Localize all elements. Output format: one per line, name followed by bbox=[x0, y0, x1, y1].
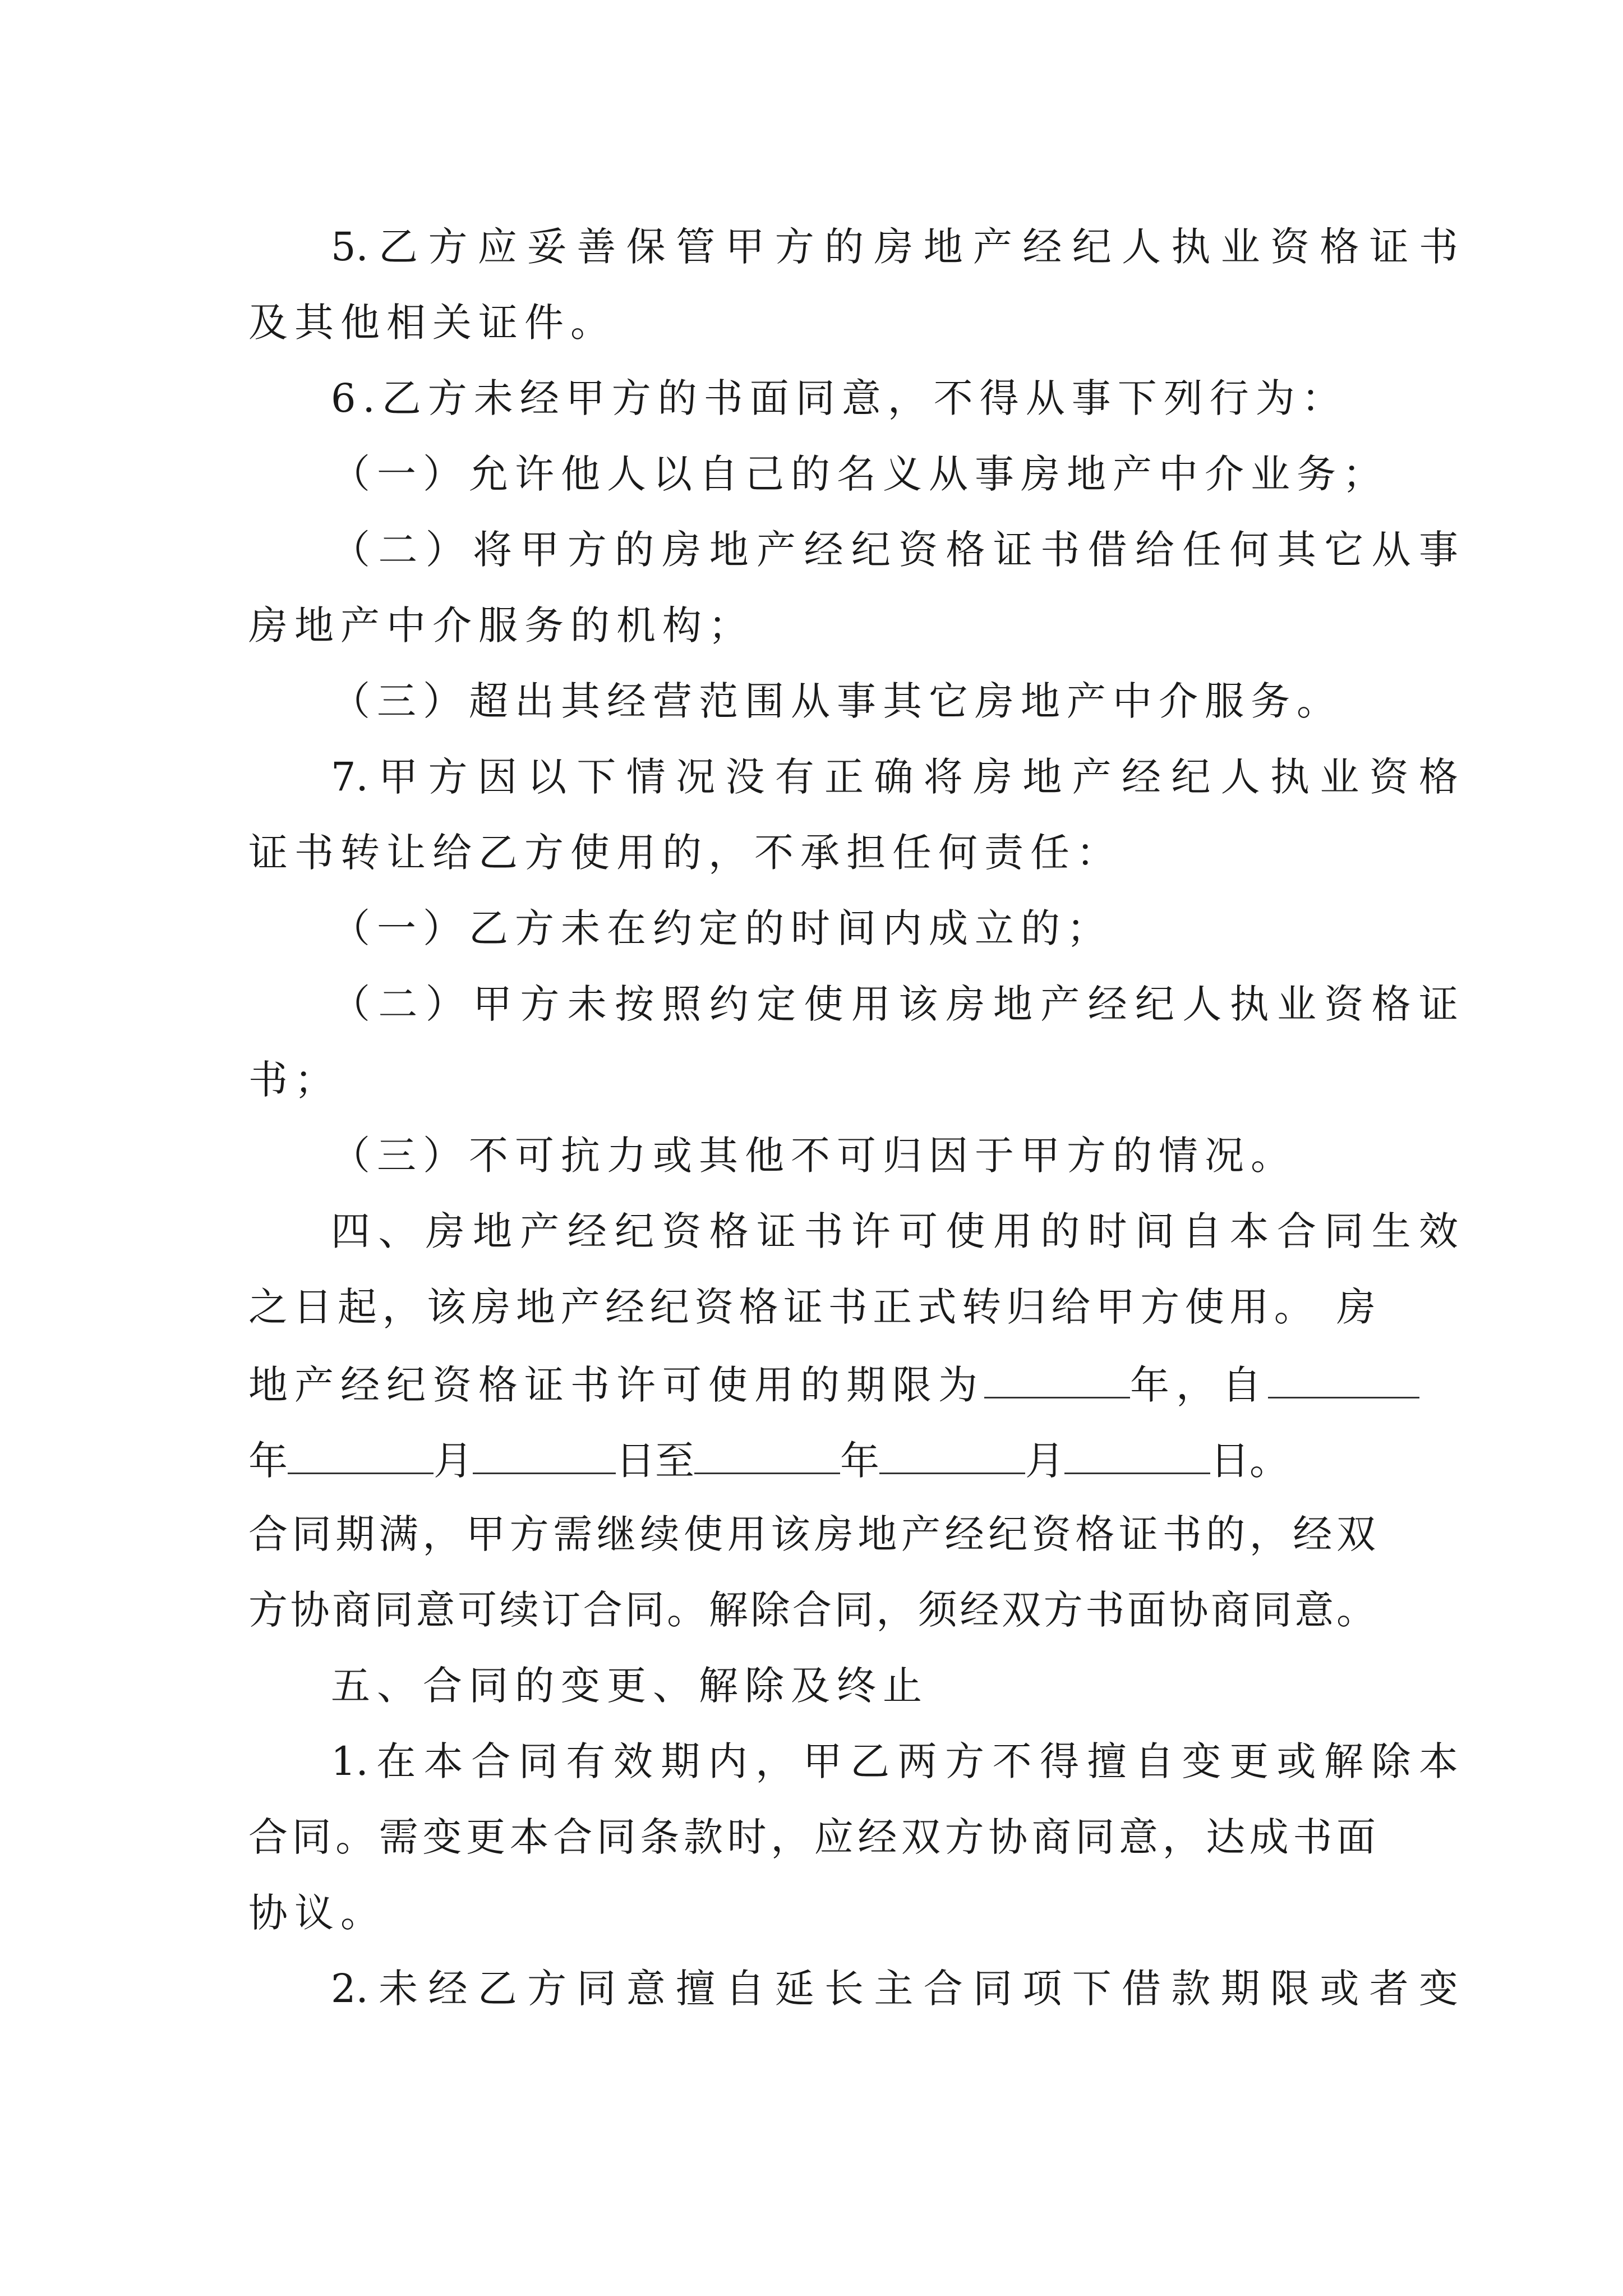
section-5-heading: 五、合同的变更、解除及终止 bbox=[331, 1663, 929, 1709]
clause-6-item-2-line-1: （二）将甲方的房地产经纪资格证书借给任何其它从事 bbox=[331, 527, 1458, 573]
section-4-line-5: 合同期满，甲方需继续使用该房地产经纪资格证书的，经双 bbox=[248, 1511, 1376, 1557]
start-day-blank[interactable] bbox=[473, 1433, 616, 1474]
section-4-line-6: 方协商同意可续订合同。解除合同，须经双方书面协商同意。 bbox=[248, 1587, 1376, 1633]
term-years-blank[interactable] bbox=[984, 1358, 1130, 1398]
section-4-line-2: 之日起，该房地产经纪资格证书正式转归给甲方使用。 房 bbox=[248, 1284, 1376, 1330]
start-month-blank[interactable] bbox=[288, 1433, 434, 1474]
clause-6-item-2-line-2: 房地产中介服务的机构； bbox=[248, 602, 754, 648]
section-4-line-3 bbox=[248, 1358, 1419, 1410]
clause-7-line-2: 证书转让给乙方使用的，不承担任何责任： bbox=[248, 830, 1122, 876]
clause-6-item-1: （一）允许他人以自己的名义从事房地产中介业务； bbox=[331, 451, 1389, 497]
term-years-label: 年，自 bbox=[1130, 1362, 1268, 1408]
clause-7-item-2-line-1: （二）甲方未按照约定使用该房地产经纪人执业资格证 bbox=[331, 981, 1458, 1027]
end-month-label: 月 bbox=[1025, 1438, 1064, 1484]
clause-7-line-1: 7.甲方因以下情况没有正确将房地产经纪人执业资格 bbox=[331, 754, 1458, 800]
clause-7-item-1: （一）乙方未在约定的时间内成立的； bbox=[331, 905, 1113, 951]
section-5-clause-2-line-1: 2.未经乙方同意擅自延长主合同项下借款期限或者变 bbox=[331, 1966, 1458, 2012]
section-5-clause-1-line-3: 协议。 bbox=[248, 1890, 386, 1936]
clause-5-line-2: 及其他相关证件。 bbox=[248, 300, 616, 346]
end-year-label: 年 bbox=[840, 1438, 879, 1484]
clause-6-item-3: （三）超出其经营范围从事其它房地产中介服务。 bbox=[331, 678, 1343, 724]
clause-7-item-2-line-2: 书； bbox=[248, 1057, 340, 1103]
start-year-label: 年 bbox=[248, 1438, 288, 1484]
end-year-blank[interactable] bbox=[694, 1433, 840, 1474]
start-day-to-label: 日至 bbox=[616, 1438, 694, 1484]
start-month-label: 月 bbox=[434, 1438, 473, 1484]
end-day-label: 日。 bbox=[1210, 1438, 1289, 1484]
term-text: 地产经纪资格证书许可使用的期限为 bbox=[248, 1362, 984, 1408]
end-month-blank[interactable] bbox=[879, 1433, 1025, 1474]
section-4-line-4 bbox=[248, 1433, 1289, 1486]
clause-7-item-3: （三）不可抗力或其他不可归因于甲方的情况。 bbox=[331, 1133, 1297, 1179]
section-5-clause-1-line-1: 1.在本合同有效期内，甲乙两方不得擅自变更或解除本 bbox=[331, 1738, 1458, 1784]
start-year-blank-lead[interactable] bbox=[1268, 1358, 1419, 1398]
section-5-clause-1-line-2: 合同。需变更本合同条款时，应经双方协商同意，达成书面 bbox=[248, 1814, 1376, 1860]
clause-5-line-1: 5.乙方应妥善保管甲方的房地产经纪人执业资格证书 bbox=[331, 224, 1458, 270]
clause-6-line-1: 6.乙方未经甲方的书面同意，不得从事下列行为： bbox=[331, 375, 1348, 421]
section-4-line-1: 四、房地产经纪资格证书许可使用的时间自本合同生效 bbox=[331, 1208, 1458, 1254]
end-day-blank[interactable] bbox=[1064, 1433, 1210, 1474]
